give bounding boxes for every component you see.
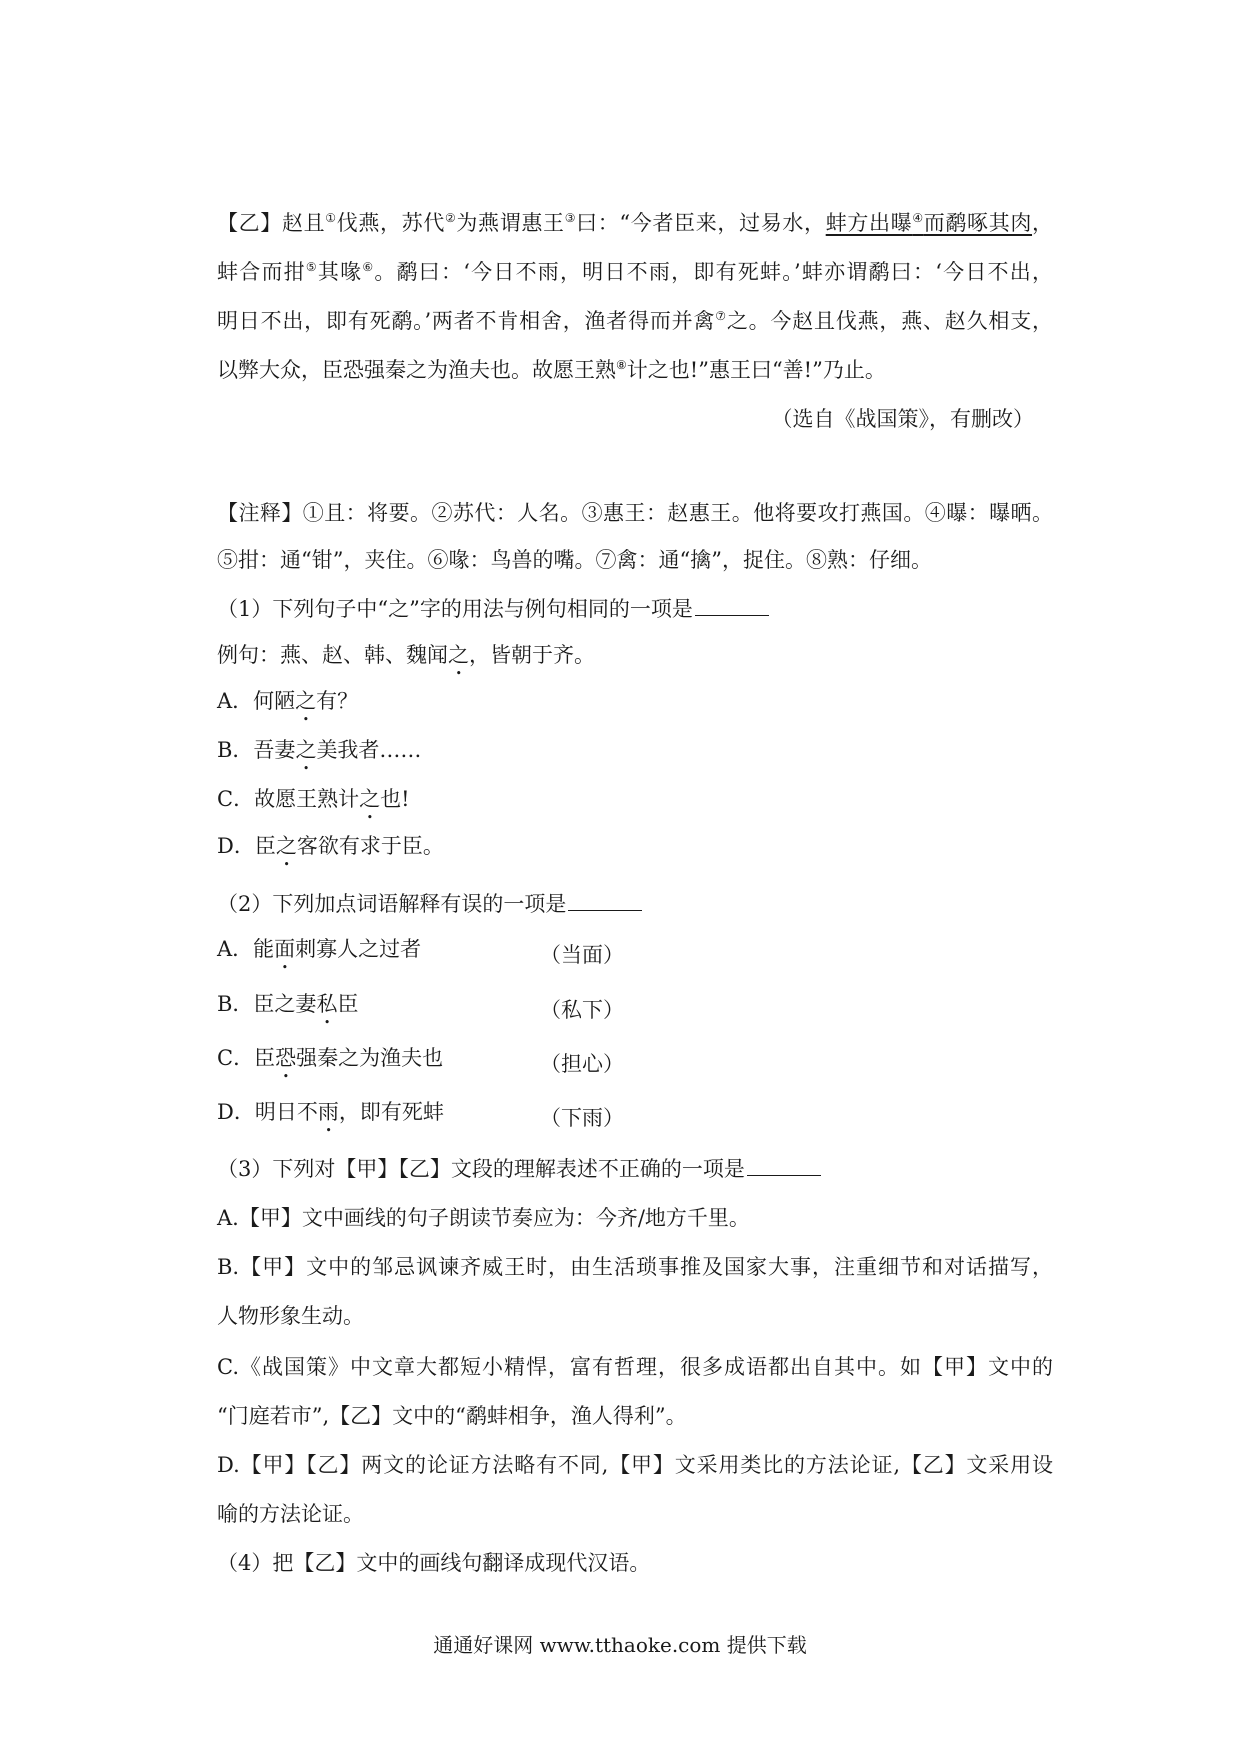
question-2-gloss-c: （担心） [540,1052,624,1076]
answer-blank-2[interactable] [568,890,642,911]
question-2-gloss-d: （下雨） [540,1106,624,1130]
question-2-gloss-b: （私下） [540,998,624,1022]
question-2-gloss-a: （当面） [540,943,624,967]
notes-line-2: ⑤拑：通“钳”，夹住。⑥喙：鸟兽的嘴。⑦禽：通“擒”，捉住。⑧熟：仔细。 [217,548,932,572]
question-1-option-b: B．吾妻之美我者…… [217,738,422,762]
answer-blank-1[interactable] [695,595,769,616]
question-1-stem: （1）下列句子中“之”字的用法与例句相同的一项是 [217,594,769,624]
question-3-option-b-line-2: 人物形象生动。 [217,1304,364,1328]
question-3-option-b-line-1: B.【甲】文中的邹忌讽谏齐威王时，由生活琐事推及国家大事，注重细节和对话描写， [217,1255,1053,1279]
question-3-option-a: A.【甲】文中画线的句子朗读节奏应为：今齐/地方千里。 [217,1206,750,1230]
question-1-option-c: C．故愿王熟计之也! [217,787,410,811]
question-2-option-c: C．臣恐强秦之为渔夫也 [217,1046,444,1070]
passage-line-3: 明日不出，即有死鹬。’两者不肯相舍，渔者得而并禽⑦之。今赵且伐燕，燕、赵久相支， [217,309,1053,333]
notes-line-1: 【注释】①且：将要。②苏代：人名。③惠王：赵惠王。他将要攻打燕国。④曝：曝晒。 [217,501,1053,525]
question-1-example: 例句：燕、赵、韩、魏闻之，皆朝于齐。 [217,643,595,667]
question-2-option-d: D．明日不雨，即有死蚌 [217,1100,444,1124]
question-3-option-d-line-2: 喻的方法论证。 [217,1502,364,1526]
passage-line-4: 以弊大众，臣恐强秦之为渔夫也。故愿王熟⑧计之也!”惠王曰“善!”乃止。 [217,358,886,382]
passage-line-2: 蚌合而拑⑤其喙⑥。鹬曰：‘今日不雨，明日不雨，即有死蚌。’蚌亦谓鹬曰：‘今日不出， [217,260,1054,284]
question-3-option-c-line-1: C.《战国策》中文章大都短小精悍，富有哲理，很多成语都出自其中。如【甲】文中的 [217,1355,1053,1379]
passage-line-1: 【乙】赵且①伐燕，苏代②为燕谓惠王③曰：“今者臣来，过易水，蚌方出曝④而鹬啄其肉， [217,211,1054,235]
passage-source: （选自《战国策》，有删改） [771,407,1034,431]
question-1-option-d: D．臣之客欲有求于臣。 [217,834,444,858]
answer-blank-3[interactable] [747,1155,821,1176]
question-1-option-a: A．何陋之有？ [217,689,359,713]
question-2-option-b: B．臣之妻私臣 [217,992,359,1016]
question-2-stem: （2）下列加点词语解释有误的一项是 [217,889,642,919]
question-2-option-a: A．能面刺寡人之过者 [217,937,422,961]
question-3-option-d-line-1: D.【甲】【乙】两文的论证方法略有不同,【甲】文采用类比的方法论证,【乙】文采用设 [217,1453,1053,1477]
underlined-sentence: 蚌方出曝④而鹬啄其肉 [825,211,1033,235]
page-footer: 通通好课网 www.tthaoke.com 提供下载 [433,1633,807,1657]
question-3-option-c-line-2: “门庭若市”,【乙】文中的“鹬蚌相争，渔人得利”。 [217,1404,687,1428]
question-3-stem: （3）下列对【甲】【乙】文段的理解表述不正确的一项是 [217,1154,821,1184]
question-4-stem: （4）把【乙】文中的画线句翻译成现代汉语。 [217,1551,651,1575]
